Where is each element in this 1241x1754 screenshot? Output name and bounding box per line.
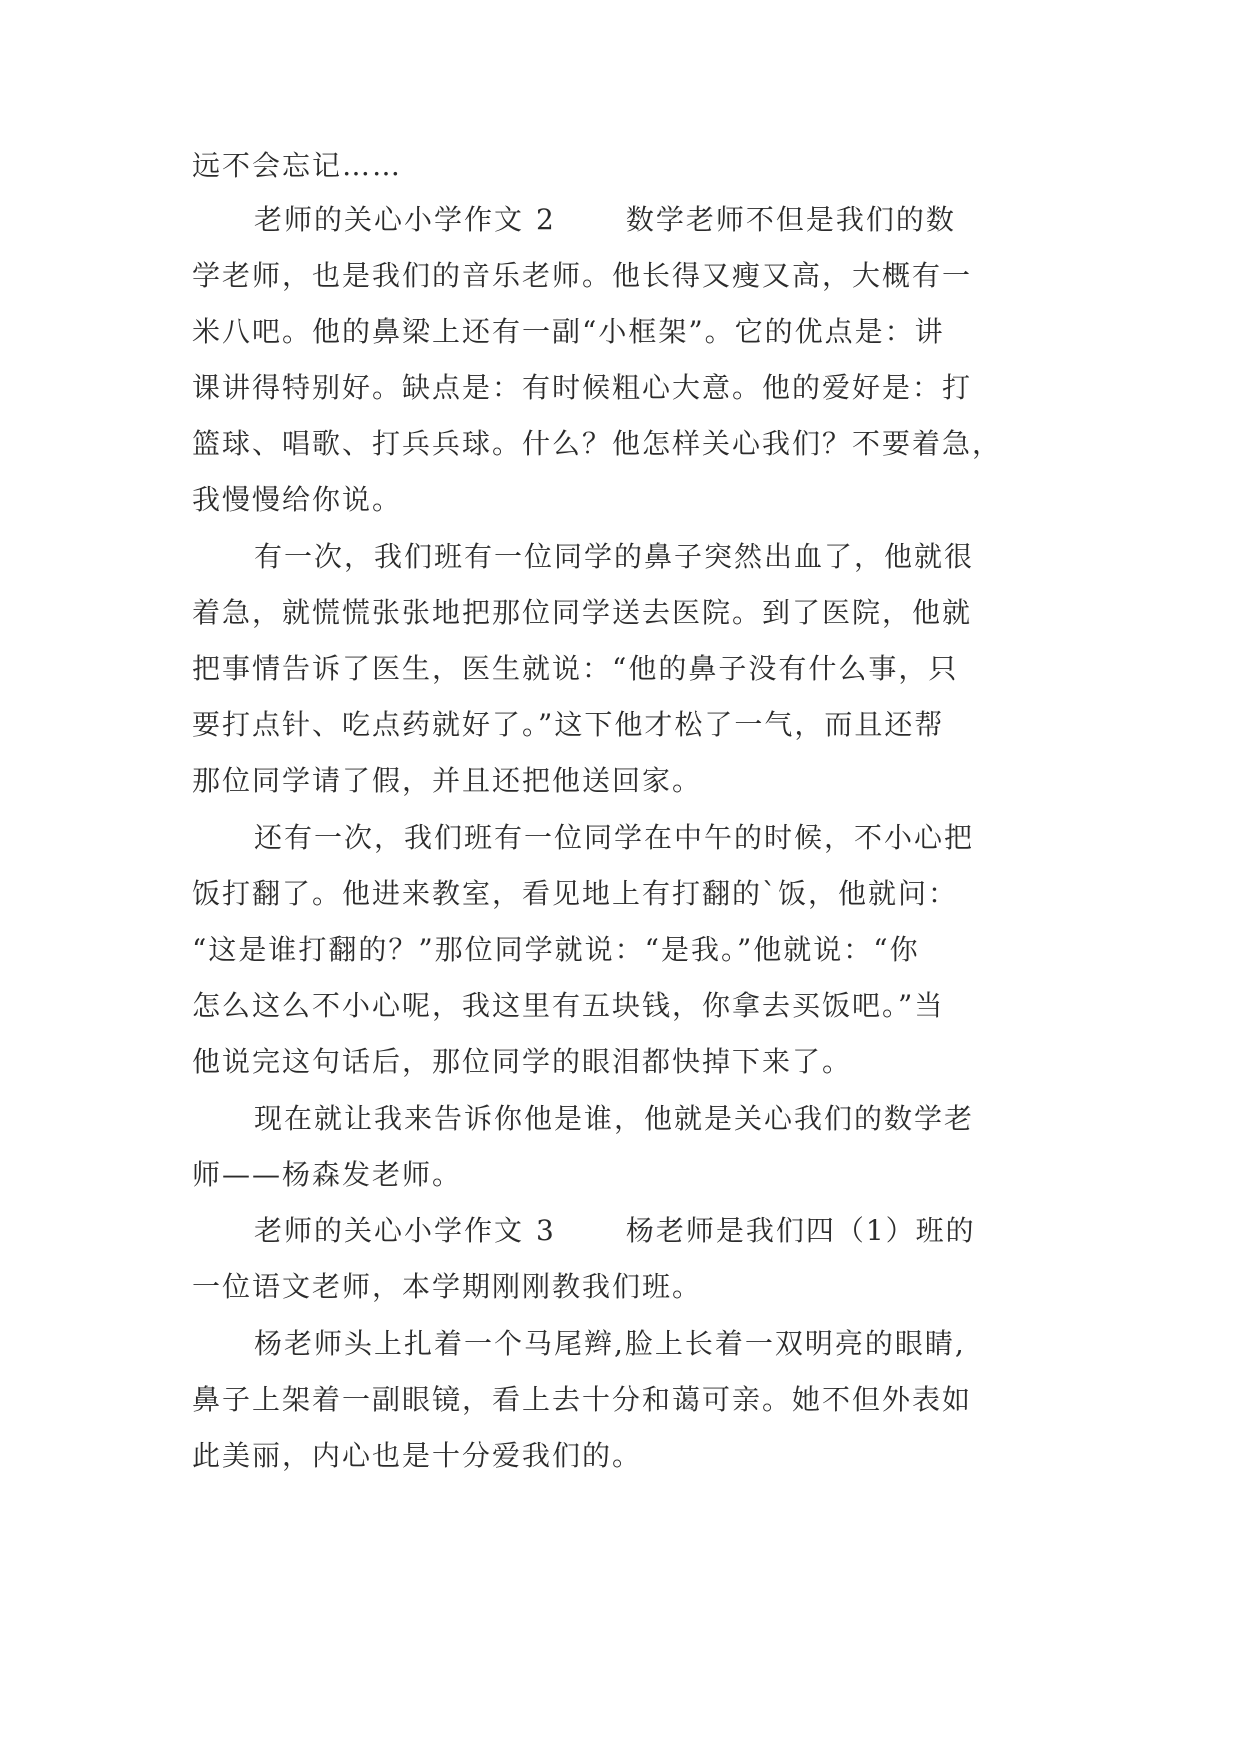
essay-heading-title: 老师的关心小学作文 (254, 203, 525, 236)
text-line: 把事情告诉了医生，医生就说：“他的鼻子没有什么事，只 (192, 652, 959, 685)
text-line: “这是谁打翻的？”那位同学就说：“是我。”他就说：“你 (192, 933, 920, 966)
text-line: 篮球、唱歌、打兵兵球。什么？他怎样关心我们？不要着急， (192, 427, 1003, 460)
essay-heading-2 (254, 200, 1050, 240)
paragraph-first-line: 还有一次，我们班有一位同学在中午的时候，不小心把 (254, 821, 975, 854)
paragraph-first-line: 有一次，我们班有一位同学的鼻子突然出血了，他就很 (254, 540, 975, 573)
text-line: 要打点针、吃点药就好了。”这下他才松了一气，而且还帮 (192, 708, 945, 741)
text-line: 课讲得特别好。缺点是：有时候粗心大意。他的爱好是：打 (192, 371, 973, 404)
text-line: 远不会忘记…… (192, 149, 403, 182)
text-line: 怎么这么不小心呢，我这里有五块钱，你拿去买饭吧。”当 (192, 989, 945, 1022)
paragraph-first-line: 现在就让我来告诉你他是谁，他就是关心我们的数学老 (254, 1102, 975, 1135)
essay-heading-number: 2 (536, 203, 556, 236)
essay-heading-title: 老师的关心小学作文 (254, 1214, 525, 1247)
text-line: 米八吧。他的鼻梁上还有一副“小框架”。它的优点是：讲 (192, 315, 945, 348)
text-line: 此美丽，内心也是十分爱我们的。 (192, 1439, 643, 1472)
text-line: 着急，就慌慌张张地把那位同学送去医院。到了医院，他就 (192, 596, 973, 629)
text-line: 杨老师是我们四（1）班的 (625, 1214, 976, 1247)
essay-heading-number: 3 (536, 1214, 556, 1247)
text-line: 我慢慢给你说。 (192, 483, 403, 516)
text-line: 一位语文老师，本学期刚刚教我们班。 (192, 1270, 703, 1303)
text-line: 他说完这句话后，那位同学的眼泪都快掉下来了。 (192, 1045, 853, 1078)
text-line: 学老师，也是我们的音乐老师。他长得又瘦又高，大概有一 (192, 259, 973, 292)
text-line: 数学老师不但是我们的数 (625, 203, 956, 236)
text-line: 师——杨森发老师。 (192, 1158, 463, 1191)
text-line: 那位同学请了假，并且还把他送回家。 (192, 764, 703, 797)
essay-heading-3 (254, 1211, 1050, 1251)
text-line: 鼻子上架着一副眼镜，看上去十分和蔼可亲。她不但外表如 (192, 1383, 973, 1416)
text-line: 饭打翻了。他进来教室，看见地上有打翻的`饭，他就问： (192, 877, 959, 910)
paragraph-first-line: 杨老师头上扎着一个马尾辫,脸上长着一双明亮的眼睛, (254, 1327, 966, 1360)
